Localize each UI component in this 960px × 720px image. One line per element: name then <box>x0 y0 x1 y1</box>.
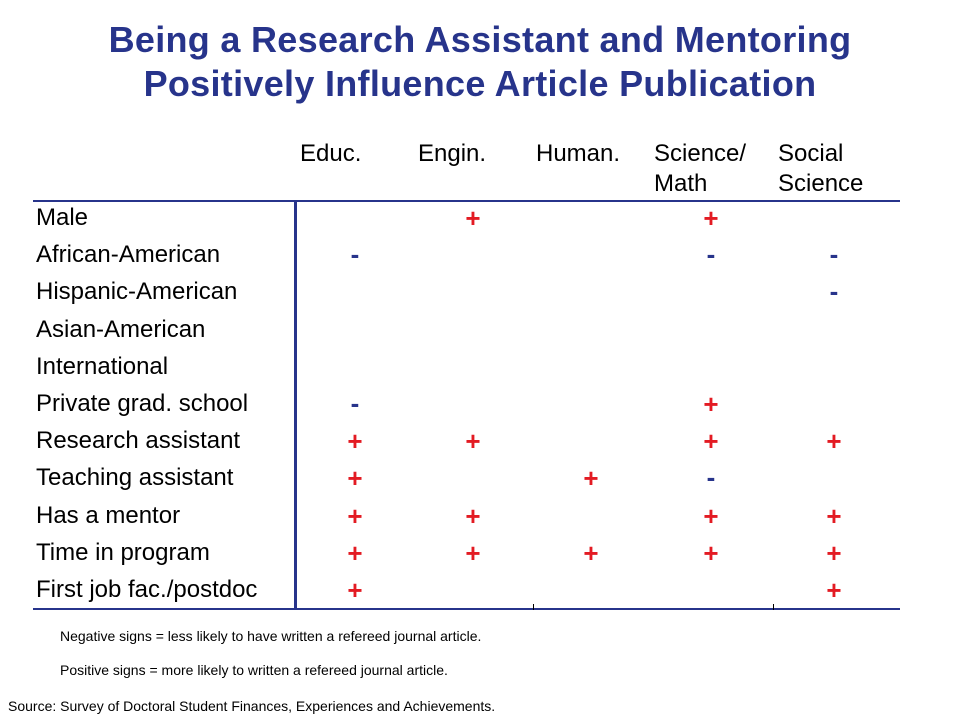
plus-sign-engin: + <box>465 500 481 531</box>
plus-sign-engin: + <box>465 537 481 568</box>
note-positive: Positive signs = more likely to written a refereed journal article. <box>60 662 448 678</box>
plus-sign-educ: + <box>347 537 363 568</box>
title-line-2: Positively Influence Article Publication <box>143 63 817 104</box>
column-tick <box>533 604 534 610</box>
row-label: Time in program <box>36 538 210 566</box>
plus-sign-science-math: + <box>703 203 719 233</box>
minus-sign-social-science: - <box>829 276 839 307</box>
row-label: African-American <box>36 241 221 269</box>
column-header-engin: Engin. <box>418 140 487 167</box>
table-top-rule <box>33 200 900 202</box>
source-citation: Source: Survey of Doctoral Student Finances, Experiences and Achievements. <box>8 698 496 714</box>
row-label: International <box>36 352 169 380</box>
minus-sign-educ: - <box>350 388 360 418</box>
plus-sign-science-math: + <box>703 389 719 419</box>
row-label: Has a mentor <box>36 501 181 529</box>
plus-sign-human: + <box>583 537 599 568</box>
plus-sign-engin: + <box>465 203 481 233</box>
plus-sign-social-science: + <box>826 500 842 531</box>
table-bottom-rule <box>33 608 900 610</box>
plus-sign-social-science: + <box>826 575 842 605</box>
title-line-1: Being a Research Assistant and Mentoring <box>108 19 852 60</box>
minus-sign-educ: - <box>350 239 360 270</box>
minus-sign-social-science: - <box>829 239 839 270</box>
plus-sign-science-math: + <box>703 426 719 457</box>
plus-sign-social-science: + <box>826 537 842 568</box>
column-header-educ: Educ. <box>300 140 362 167</box>
plus-sign-educ: + <box>347 500 363 531</box>
plus-sign-educ: + <box>347 575 363 605</box>
column-header-social-science: Social Science <box>778 140 864 197</box>
plus-sign-science-math: + <box>703 500 719 531</box>
row-label: First job fac./postdoc <box>36 576 258 603</box>
row-label: Private grad. school <box>36 390 249 417</box>
slide-title <box>0 18 960 106</box>
column-header-science-math: Science/ Math <box>654 140 747 197</box>
plus-sign-science-math: + <box>703 537 719 568</box>
minus-sign-science-math: - <box>706 239 716 270</box>
column-tick <box>773 604 774 610</box>
row-label: Research assistant <box>36 427 241 455</box>
column-header-human: Human. <box>536 140 621 167</box>
plus-sign-engin: + <box>465 426 481 457</box>
row-label: Teaching assistant <box>36 464 234 492</box>
plus-sign-social-science: + <box>826 426 842 457</box>
row-label: Male <box>36 204 89 231</box>
table-divider <box>294 201 297 609</box>
row-label: Asian-American <box>36 315 206 343</box>
note-negative: Negative signs = less likely to have written a refereed journal article. <box>60 628 482 644</box>
plus-sign-educ: + <box>347 463 363 494</box>
row-label: Hispanic-American <box>36 278 238 306</box>
minus-sign-science-math: - <box>706 462 716 493</box>
plus-sign-educ: + <box>347 426 363 457</box>
plus-sign-human: + <box>583 463 599 494</box>
